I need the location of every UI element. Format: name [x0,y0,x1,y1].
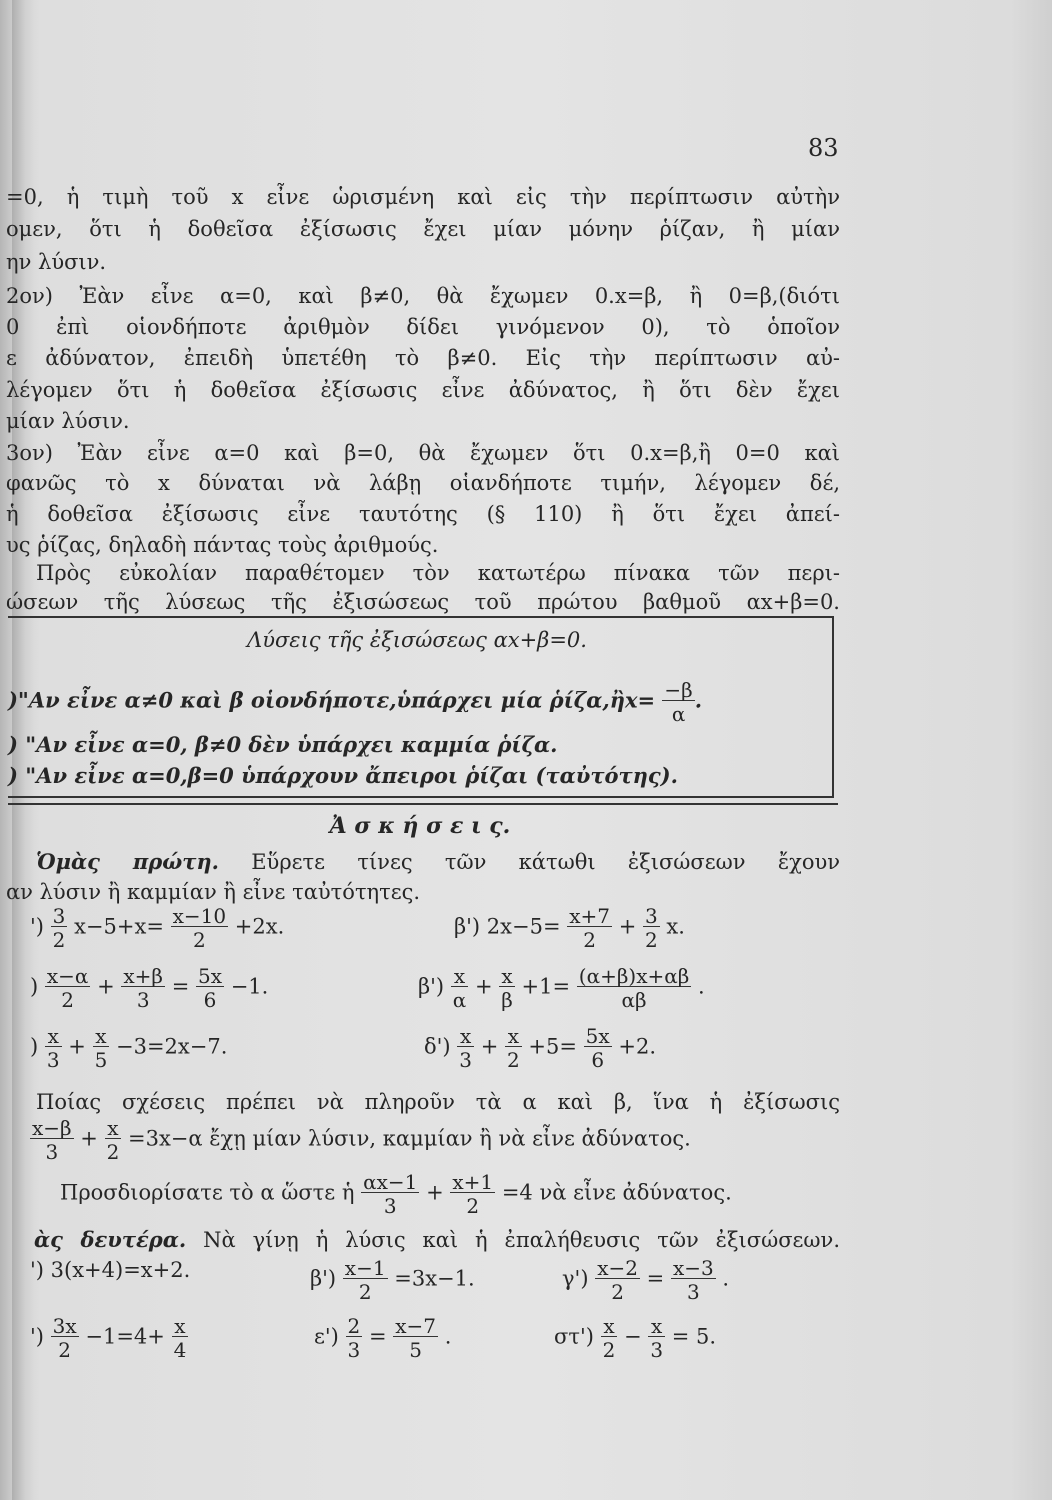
paragraph-line: ἡ δοθεῖσα ἐξίσωσις εἶνε ταυτότης (§ 110) ἢ ὅτι ἔχει ἀπεί- [6,502,840,526]
paragraph-line: φανῶς τὸ x δύναται νὰ λάβῃ οἱανδήποτε τιμήν, λέγομεν δέ, [6,471,840,495]
equation-row-2: ) $\frac{x-\alpha}{2}$ + $\frac{x+\beta}{3}$ = $\frac{5x}{6}$ −1. [30,964,269,1012]
paragraph-line: 2ον) Ἐὰν εἶνε α=0, καὶ β≠0, θὰ ἔχωμεν 0.x=β, ἢ 0=β,(διότι [6,284,840,308]
question-2-tail: =4 νὰ εἶνε ἀδύνατος. [501,1180,732,1205]
paragraph-line: υς ῥίζας, δηλαδὴ πάντας τοὺς ἀριθμούς. [6,533,439,557]
equation-row-4: ') 3(x+4)=x+2. [30,1258,191,1282]
equation-row-3b: δ') $\frac{x}{3}$ + $\frac{x}{2}$ +5= $\frac{5x}{6}$ +2. [424,1024,657,1072]
equation-row-1: ') $\frac{3}{2}$ x−5+x= $\frac{x-10}{2}$ +2x. [30,904,285,952]
paragraph-line: ομεν, ὅτι ἡ δοθεῖσα ἐξίσωσις ἔχει μίαν μόνην ῥίζαν, ἢ μίαν [6,217,840,241]
group1-line [6,848,840,876]
paragraph-line: μίαν λύσιν. [6,409,130,433]
group2-title: ὰς δευτέρα. [34,1227,187,1252]
paragraph-line: ε ἀδύνατον, ἐπειδὴ ὑπετέθη τὸ β≠0. Εἰς τὴν περίπτωσιν αὐ- [6,346,840,370]
equation-row-5c: στ') $\frac{x}{2}$ − $\frac{x}{3}$ = 5. [554,1314,717,1362]
question-1-equation: $\frac{x-\beta}{3}$ + $\frac{x}{2}$ =3x−α ἔχῃ μίαν λύσιν, καμμίαν ἢ νὰ εἶνε ἀδύνατος. [32,1116,691,1164]
group1-title: Ὁμὰς πρώτη. [36,849,219,874]
paragraph-line: ην λύσιν. [6,250,107,274]
equation-row-1b: β') 2x−5= $\frac{x+7}{2}$ + $\frac{3}{2}$ x. [454,904,685,952]
group2-text: Νὰ γίνῃ ἡ λύσις καὶ ἡ ἐπαλήθευσις τῶν ἐξισώσεων. [203,1228,840,1252]
paragraph-line: =0, ἡ τιμὴ τοῦ x εἶνε ὡρισμένη καὶ εἰς τὴν περίπτωσιν αὐτὴν [6,185,840,209]
paragraph-line: λέγομεν ὅτι ἡ δοθεῖσα ἐξίσωσις εἶνε ἀδύνατος, ἢ ὅτι δὲν ἔχει [6,378,840,402]
equation-row-4b: β') $\frac{x-1}{2}$ =3x−1. [310,1256,475,1304]
paragraph-line: 3ον) Ἐὰν εἶνε α=0 καὶ β=0, θὰ ἔχωμεν ὅτι 0.x=β,ἢ 0=0 καὶ [6,441,840,465]
group1-text: Εὕρετε τίνες τῶν κάτωθι ἐξισώσεων ἔχουν [251,850,840,874]
solutions-row-1: )"Αν εἶνε α≠0 καὶ β οἱονδήποτε,ὑπάρχει μία ῥίζα,ἢx= $\frac{-\beta}{\alpha}$ . [8,678,703,726]
group2-line [34,1226,840,1254]
solutions-row-3: ) "Αν εἶνε α=0,β=0 ὑπάρχουν ἄπειροι ῥίζαι (ταὐτότης). [8,763,678,788]
equation-row-2b: β') $\frac{x}{\alpha}$ + $\frac{x}{\beta}$ +1= $\frac{(\alpha+\beta)x+\alpha\beta}{\alpha\beta}$ . [418,964,705,1012]
question-2: Προσδιορίσατε τὸ α ὥστε ἡ $\frac{\alpha x-1}{3}$ + $\frac{x+1}{2}$ =4 νὰ εἶνε ἀδύνατος. [60,1170,732,1218]
paragraph-line: αν λύσιν ἢ καμμίαν ἢ εἶνε ταὐτότητες. [6,880,421,904]
equation-row-3: ) $\frac{x}{3}$ + $\frac{x}{5}$ −3=2x−7. [30,1024,228,1072]
fraction-numerator: −β [664,678,693,702]
fraction [662,680,694,724]
table-underline [8,803,838,805]
equation-row-4c: γ') $\frac{x-2}{2}$ = $\frac{x-3}{3}$ . [562,1256,730,1304]
question-1-tail: =3x−α ἔχῃ μίαν λύσιν, καμμίαν ἢ νὰ εἶνε ἀδύνατος. [128,1126,691,1151]
paragraph-line: Πρὸς εὐκολίαν παραθέτομεν τὸν κατωτέρω πίνακα τῶν περι- [36,561,840,585]
exercises-heading: Ἀ σ κ ή σ ε ι ς. [329,813,511,839]
question-2-text: Προσδιορίσατε τὸ α ὥστε ἡ [60,1180,355,1205]
question-1: Ποίας σχέσεις πρέπει νὰ πληροῦν τὰ α καὶ β, ἵνα ἡ ἐξίσωσις [36,1090,840,1114]
fraction-denominator: α [662,700,694,724]
paragraph-line: 0 ἐπὶ οἱονδήποτε ἀριθμὸν δίδει γινόμενον 0), τὸ ὁποῖον [6,315,840,339]
equation-row-5: ') $\frac{3x}{2}$ −1=4+ $\frac{x}{4}$ [30,1314,187,1362]
paragraph-line: ώσεων τῆς λύσεως τῆς ἐξισώσεως τοῦ πρώτου βαθμοῦ αx+β=0. [6,590,840,614]
solutions-table-title: Λύσεις τῆς ἐξισώσεως αx+β=0. [247,628,587,652]
solutions-row-1-text: )"Αν εἶνε α≠0 καὶ β οἱονδήποτε,ὑπάρχει μία ῥίζα,ἢx= [8,687,656,713]
equation-row-5b: ε') $\frac{2}{3}$ = $\frac{x-7}{5}$ . [314,1314,452,1362]
page-number: 83 [808,134,839,162]
solutions-row-2: ) "Αν εἶνε α=0, β≠0 δὲν ὑπάρχει καμμία ῥίζα. [8,732,558,757]
